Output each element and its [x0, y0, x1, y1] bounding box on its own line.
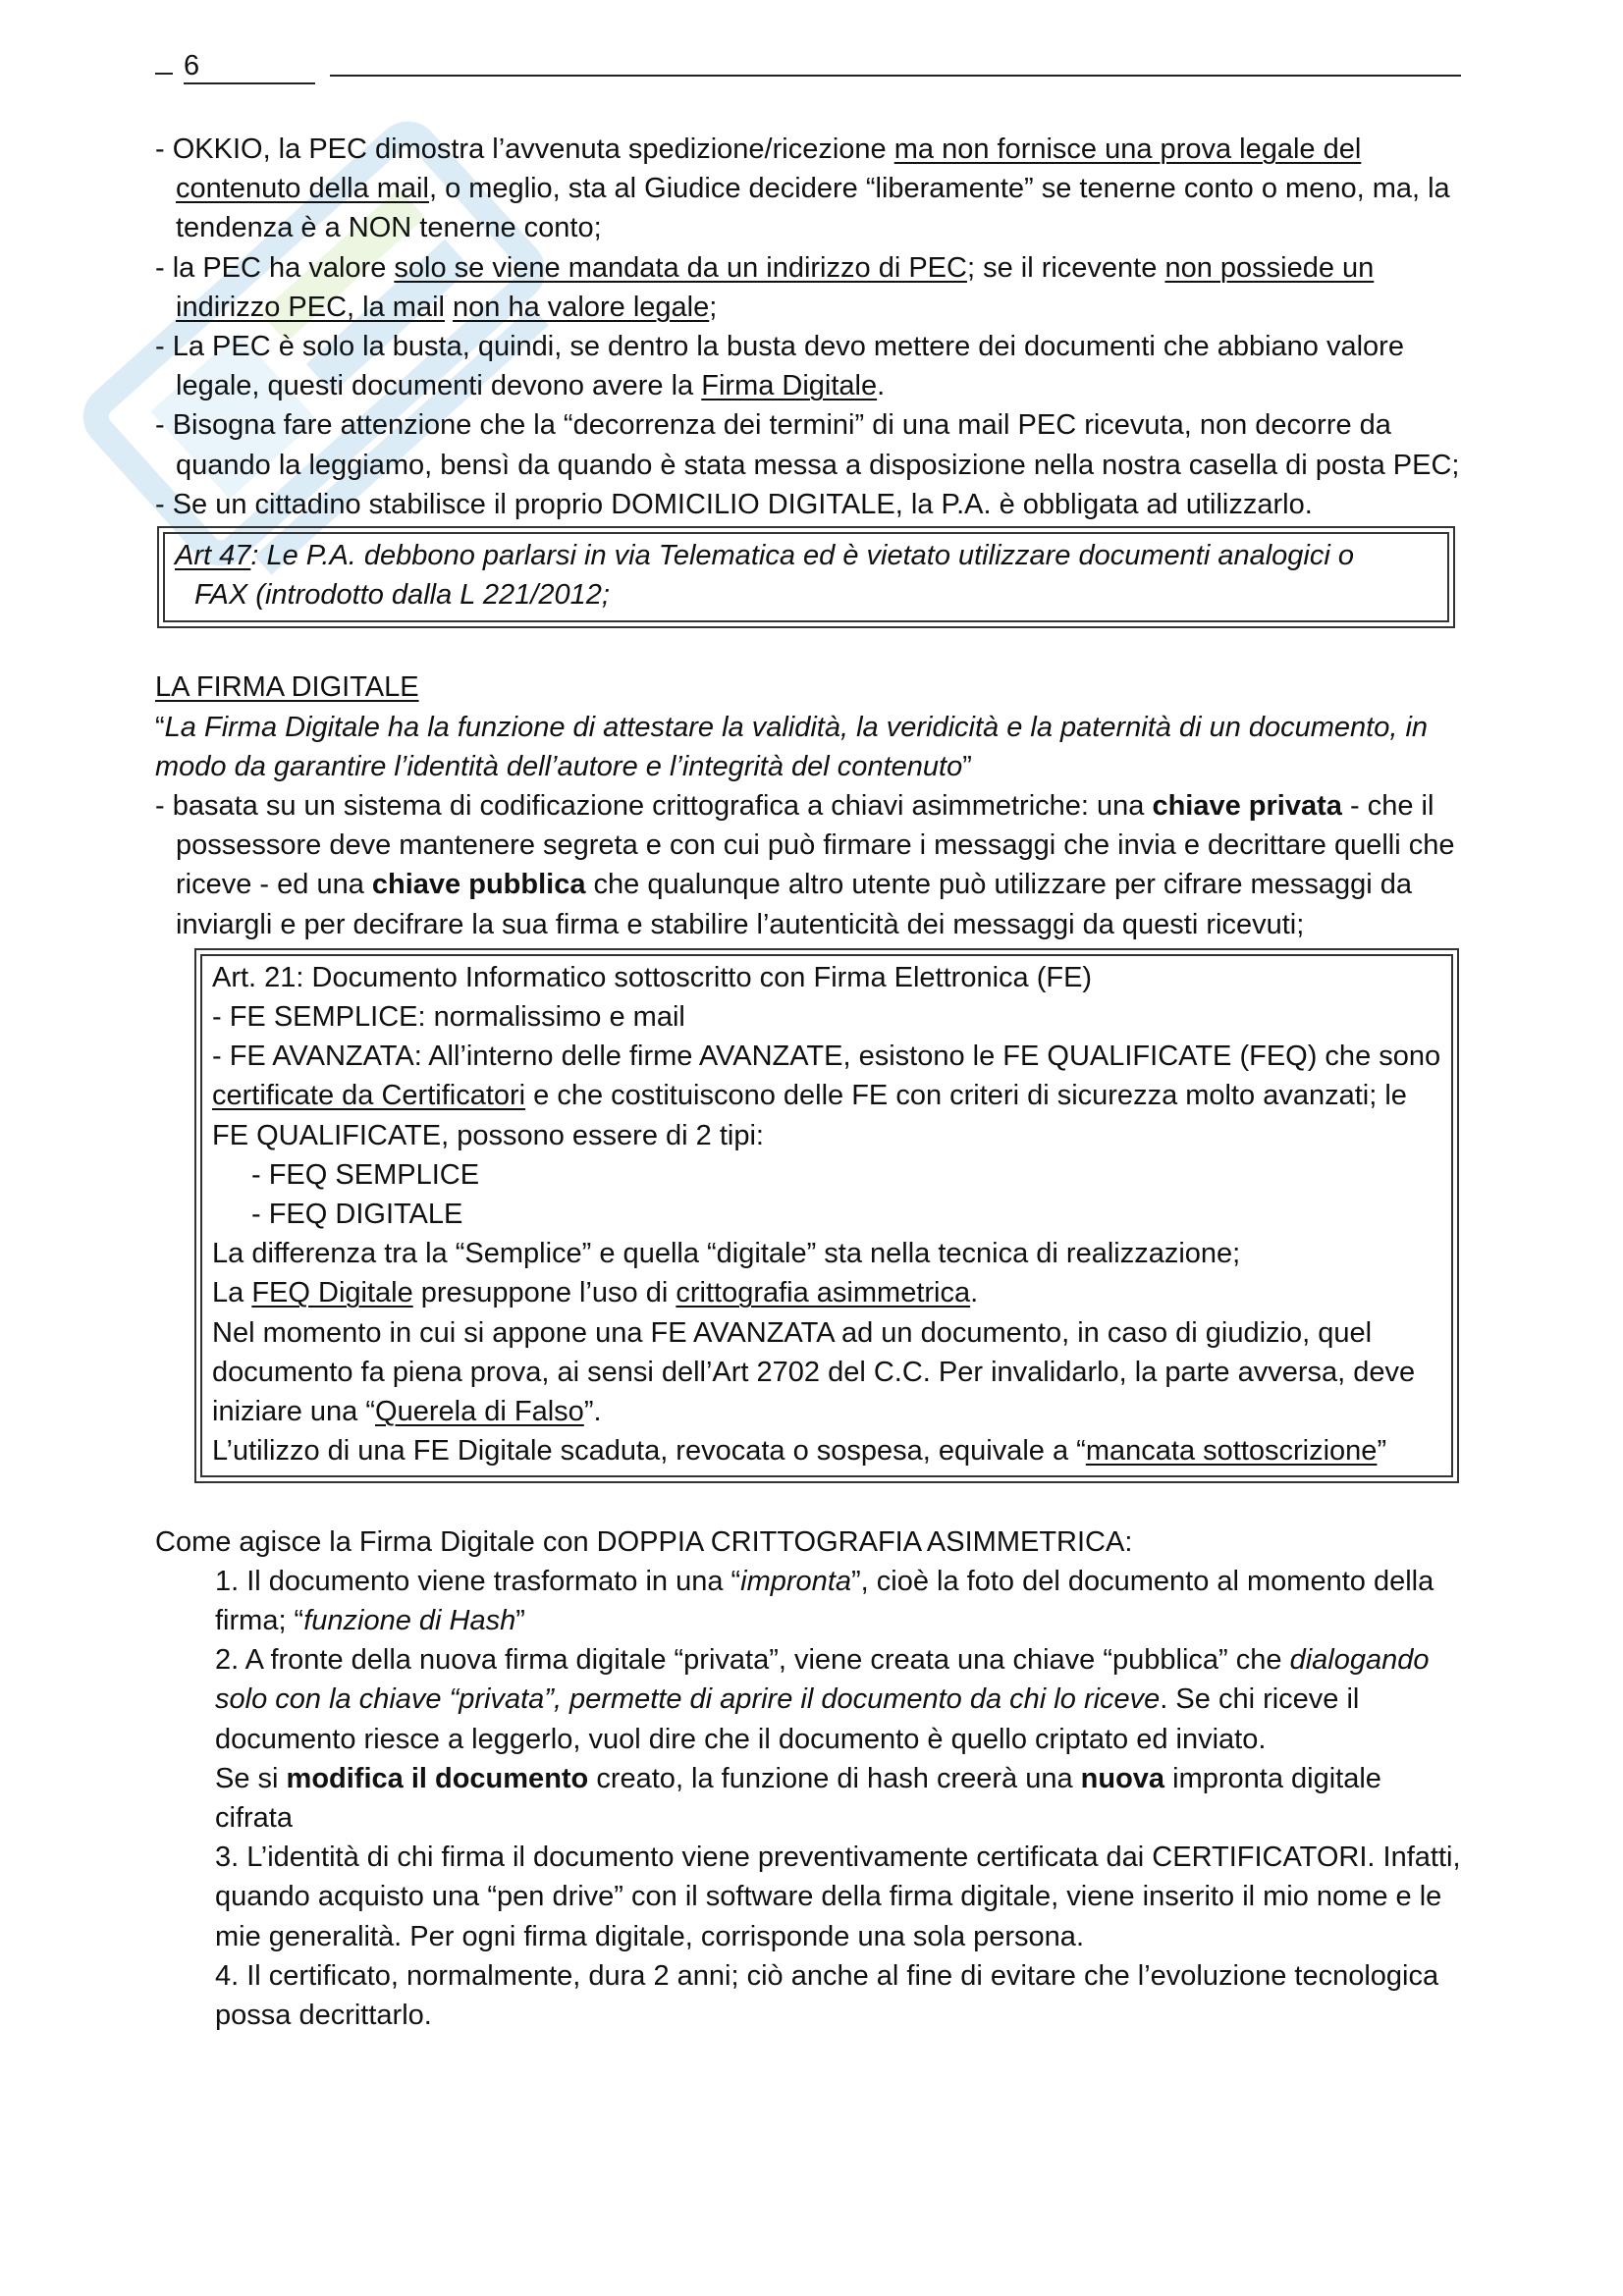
text-run: , o meglio, sta al Giudice decidere “liberamente” se tenerne conto o meno, ma, la tendenza è a NON tenerne conto;	[176, 173, 1450, 244]
text-run: ; se il ricevente	[966, 251, 1165, 284]
underlined-text: mancata sottoscrizione	[1085, 1435, 1378, 1468]
underlined-text: non ha valore legale	[453, 291, 710, 323]
art47-ref: Art 47	[175, 540, 251, 572]
text-run: - basata su un sistema di codificazione crittografica a chiavi asimmetriche: una	[155, 790, 1153, 823]
bold-text: chiave privata	[1152, 790, 1342, 823]
page-number: 6	[184, 51, 315, 84]
fe-semplice: - FE SEMPLICE: normalissimo e mail	[212, 1001, 685, 1034]
text-run: ”	[1377, 1435, 1387, 1468]
italic-text: dialogando solo con la chiave “privata”, permette di aprire il documento da chi lo riceve	[215, 1644, 1430, 1716]
text-run: . Se chi riceve il documento riesce a leggerlo, vuol dire che il documento è quello criptato ed inviato.	[215, 1683, 1360, 1755]
underlined-text: crittografia asimmetrica	[676, 1277, 971, 1309]
fe-avanzata	[212, 1037, 1441, 1155]
text-run: ”, cioè la foto del documento al momento della firma; “	[215, 1565, 1434, 1636]
text-run: - la PEC ha valore	[155, 251, 395, 284]
pec-bullet	[155, 130, 1466, 248]
doppia-numbered-list	[155, 1562, 1466, 2035]
asymmetric-keys-bullet	[155, 786, 1466, 944]
text-run: Nel momento in cui si appone una FE AVANZATA ad un documento, in caso di giudizio, quel documento fa piena prova, ai sensi dell’Art 2702 del C.C. Per invalidarlo, la parte avversa, deve iniziare una “	[212, 1316, 1416, 1428]
text-run: 2. A fronte della nuova firma digitale “privata”, viene creata una chiave “pubblica” che	[215, 1644, 1290, 1677]
bold-text: modifica il documento	[286, 1762, 589, 1794]
querela-paragraph	[212, 1313, 1441, 1432]
text-run: 1. Il documento viene trasformato in una “	[215, 1565, 741, 1597]
italic-text: funzione di Hash	[303, 1604, 516, 1636]
underlined-text: certificate da Certificatori	[212, 1080, 526, 1112]
text-run: .	[970, 1277, 979, 1309]
feq-digitale: - FEQ DIGITALE	[251, 1199, 463, 1231]
underlined-text: Firma Digitale	[701, 370, 878, 402]
text-run: ”	[515, 1604, 525, 1636]
list-item	[215, 1562, 1466, 1640]
doppia-intro: Come agisce la Firma Digitale con DOPPIA CRITTOGRAFIA ASIMMETRICA:	[155, 1525, 1133, 1558]
text-run: impronta digitale cifrata	[215, 1762, 1381, 1834]
text-run: - Bisogna fare attenzione che la “decorrenza dei termini” di una mail PEC ricevuta, non decorre da quando la leggiamo, bensì da quando è stata messa a disposizione nella nostra casella di posta PEC;	[155, 409, 1460, 481]
art47-box	[157, 526, 1455, 628]
bold-text: nuova	[1080, 1762, 1165, 1794]
list-item	[215, 1838, 1466, 1956]
difference-line: La differenza tra la “Semplice” e quella “digitale” sta nella tecnica di realizzazione;	[212, 1238, 1241, 1270]
header-dash	[155, 73, 173, 75]
text-run: creato, la funzione di hash creerà una	[588, 1762, 1081, 1794]
art21-box	[194, 948, 1459, 1483]
header-rule	[330, 75, 1461, 77]
body-text	[155, 130, 1466, 2035]
text-run: ”.	[583, 1396, 602, 1428]
text-run: - La PEC è solo la busta, quindi, se dentro la busta devo mettere dei documenti che abbiano valore legale, questi documenti devono avere la	[155, 331, 1404, 402]
pec-bullet	[155, 405, 1466, 484]
text-run: ;	[709, 291, 718, 323]
list-item	[215, 1640, 1466, 1759]
underlined-text: ma non fornisce una prova legale del contenuto della mail	[176, 133, 1362, 205]
text-run: 4. Il certificato, normalmente, dura 2 anni; ciò anche al fine di evitare che l’evoluzione tecnologica possa decrittarlo.	[215, 1959, 1439, 2031]
definition-quote: “La Firma Digitale ha la funzione di attestare la validità, la veridicità e la paternità di un documento, in modo da garantire l’identità dell’autore e l’integrità del contenuto”	[155, 711, 1429, 782]
text-run: - che il possessore deve mantenere segreta e con cui può firmare i messaggi che invia e decrittare quelli che riceve - ed una	[176, 790, 1455, 901]
list-item	[215, 1956, 1466, 2035]
text-run: L’utilizzo di una FE Digitale scaduta, revocata o sospesa, equivale a “	[212, 1435, 1086, 1468]
text-run: - Se un cittadino stabilisce il proprio DOMICILIO DIGITALE, la P.A. è obbligata ad utilizzarlo.	[155, 488, 1313, 520]
pec-bullet-list	[155, 130, 1466, 524]
feq-semplice: - FEQ SEMPLICE	[251, 1158, 480, 1191]
art21-title: Art. 21: Documento Informatico sottoscritto con Firma Elettronica (FE)	[212, 961, 1093, 993]
section-heading: LA FIRMA DIGITALE	[155, 671, 419, 704]
pec-bullet	[155, 327, 1466, 405]
art47-line2: FAX (introdotto dalla L 221/2012;	[194, 579, 610, 612]
text-run: e che costituiscono delle FE con criteri di sicurezza molto avanzati; le FE QUALIFICATE, possono essere di 2 tipi:	[212, 1080, 1407, 1151]
pec-bullet	[155, 485, 1466, 524]
art47-line1: Art 47: Le P.A. debbono parlarsi in via Telematica ed è vietato utilizzare documenti analogici o	[175, 540, 1354, 572]
list-item	[215, 1759, 1466, 1838]
text-run: - FE AVANZATA: All’interno delle firme AVANZATE, esistono le FE QUALIFICATE (FEQ) che sono	[212, 1041, 1441, 1073]
bold-text: chiave pubblica	[371, 869, 586, 901]
text-run: 3. L’identità di chi firma il documento viene preventivamente certificata dai CERTIFICATORI. Infatti, quando acquisto una “pen drive” con il software della firma digitale, viene inserito il mio nome e le mie generalità. Per ogni firma digitale, corrisponde una sola persona.	[215, 1842, 1461, 1952]
text-run: Se si	[215, 1762, 287, 1794]
scaduta-paragraph	[212, 1431, 1441, 1470]
text-run: - OKKIO, la PEC dimostra l’avvenuta spedizione/ricezione	[155, 133, 894, 165]
text-run: presuppone l’uso di	[412, 1277, 676, 1309]
text-run: che qualunque altro utente può utilizzare per cifrare messaggi da inviargli e per decifrare la sua firma e stabilire l’autenticità dei messaggi da questi ricevuti;	[176, 869, 1412, 940]
underlined-text: FEQ Digitale	[251, 1277, 413, 1309]
text-run: .	[877, 370, 886, 402]
text-run: La	[212, 1277, 252, 1309]
underlined-text: non possiede un indirizzo PEC, la mail	[176, 251, 1375, 323]
pec-bullet	[155, 248, 1466, 327]
text-run	[445, 292, 453, 323]
italic-text: impronta	[740, 1565, 851, 1597]
feq-digitale-line	[212, 1273, 1441, 1312]
underlined-text: solo se viene mandata da un indirizzo di PEC	[394, 251, 967, 284]
underlined-text: Querela di Falso	[375, 1396, 584, 1428]
